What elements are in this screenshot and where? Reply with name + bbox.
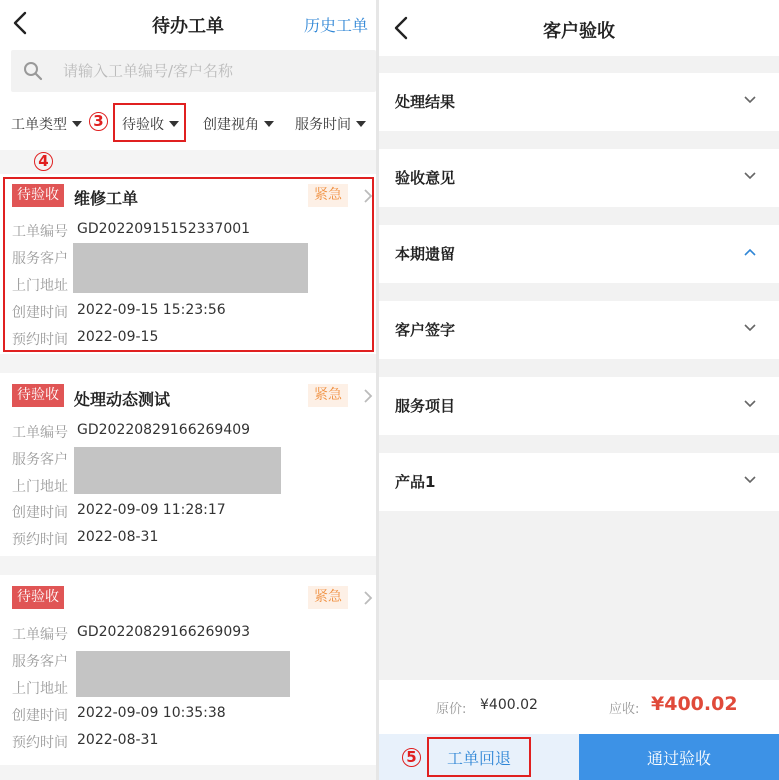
order-title: 处理动态测试 — [74, 390, 171, 409]
annotation-marker: 4 — [34, 152, 53, 171]
address-label: 上门地址 — [12, 479, 68, 495]
price-bar — [379, 680, 779, 734]
scheduled-value: 2022-08-31 — [77, 529, 159, 545]
chevron-down-icon — [743, 475, 757, 485]
urgent-tag: 紧急 — [308, 184, 348, 207]
order-no-value: GD20220829166269409 — [77, 422, 251, 438]
scheduled-value: 2022-08-31 — [77, 732, 159, 748]
section-label: 服务项目 — [395, 397, 456, 415]
highlight-box — [3, 177, 374, 352]
created-label: 创建时间 — [12, 505, 68, 521]
caret-down-icon — [264, 121, 274, 127]
scheduled-value: 2022-09-15 — [77, 329, 159, 345]
filter-label: 工单类型 — [11, 117, 67, 133]
order-no-value: GD20220829166269093 — [77, 624, 251, 640]
todo-orders-screen — [0, 0, 376, 780]
search-bar — [0, 48, 376, 98]
top-bar — [379, 0, 779, 56]
highlight-box — [113, 103, 186, 142]
section-label: 验收意见 — [395, 169, 456, 187]
due-price-label: 应收: — [609, 702, 640, 717]
status-badge: 待验收 — [12, 384, 64, 407]
search-input[interactable] — [63, 50, 363, 92]
created-label: 创建时间 — [12, 305, 68, 321]
order-title: 维修工单 — [74, 189, 139, 208]
original-price-value: ¥400.02 — [480, 697, 538, 713]
history-orders-link[interactable]: 历史工单 — [303, 16, 368, 35]
created-value: 2022-09-15 15:23:56 — [77, 302, 226, 318]
chevron-right-icon — [362, 388, 374, 404]
customer-label: 服务客户 — [12, 452, 68, 468]
address-label: 上门地址 — [12, 278, 68, 294]
highlight-box — [427, 737, 531, 777]
original-price-label: 原价: — [436, 702, 467, 717]
caret-down-icon — [72, 121, 82, 127]
section-acceptance-opinion[interactable] — [379, 149, 779, 207]
section-current-remaining[interactable] — [379, 225, 779, 283]
urgent-tag: 紧急 — [308, 384, 348, 407]
created-label: 创建时间 — [12, 708, 68, 724]
pass-acceptance-button[interactable] — [579, 734, 779, 780]
filter-label: 创建视角 — [203, 117, 259, 133]
order-no-label: 工单编号 — [12, 224, 68, 240]
chevron-down-icon — [743, 399, 757, 409]
section-label: 客户签字 — [395, 321, 456, 339]
customer-label: 服务客户 — [12, 251, 68, 267]
annotation-marker: 3 — [89, 112, 108, 131]
search-icon — [23, 61, 43, 81]
redacted-area — [74, 447, 281, 494]
scheduled-label: 预约时间 — [12, 332, 68, 348]
caret-down-icon — [356, 121, 366, 127]
filter-create-view[interactable] — [203, 114, 274, 134]
chevron-down-icon — [743, 95, 757, 105]
urgent-tag: 紧急 — [308, 586, 348, 609]
order-no-label: 工单编号 — [12, 627, 68, 643]
order-no-label: 工单编号 — [12, 425, 68, 441]
section-customer-signature[interactable] — [379, 301, 779, 359]
filter-bar — [0, 98, 376, 150]
section-label: 本期遗留 — [395, 245, 456, 263]
address-label: 上门地址 — [12, 681, 68, 697]
created-value: 2022-09-09 10:35:38 — [77, 705, 226, 721]
annotation-marker: 5 — [402, 748, 421, 767]
order-card[interactable] — [0, 575, 376, 765]
status-badge: 待验收 — [12, 184, 64, 207]
redacted-area — [76, 651, 290, 697]
chevron-down-icon — [743, 171, 757, 181]
order-card[interactable] — [0, 373, 376, 556]
due-price-value: ¥400.02 — [651, 693, 738, 715]
search-box — [11, 50, 376, 92]
filter-label: 服务时间 — [295, 117, 351, 133]
chevron-down-icon — [743, 323, 757, 333]
button-label: 工单回退 — [446, 748, 511, 768]
status-badge: 待验收 — [12, 586, 64, 609]
chevron-right-icon — [362, 590, 374, 606]
button-label: 通过验收 — [646, 748, 711, 768]
customer-acceptance-screen — [379, 0, 779, 780]
section-service-items[interactable] — [379, 377, 779, 435]
customer-label: 服务客户 — [12, 654, 68, 670]
chevron-up-icon — [743, 247, 757, 257]
filter-order-type[interactable] — [11, 114, 82, 134]
created-value: 2022-09-09 11:28:17 — [77, 502, 226, 518]
order-no-value: GD20220915152337001 — [77, 221, 251, 237]
filter-service-time[interactable] — [295, 114, 366, 134]
scheduled-label: 预约时间 — [12, 735, 68, 751]
top-bar — [0, 0, 376, 48]
scheduled-label: 预约时间 — [12, 532, 68, 548]
filter-label: 待验收 — [122, 117, 164, 133]
section-product-1[interactable] — [379, 453, 779, 511]
section-label: 处理结果 — [395, 93, 456, 111]
section-process-result[interactable] — [379, 73, 779, 131]
page-title: 待办工单 — [152, 16, 224, 37]
section-label: 产品1 — [395, 473, 436, 491]
page-title: 客户验收 — [543, 21, 615, 42]
